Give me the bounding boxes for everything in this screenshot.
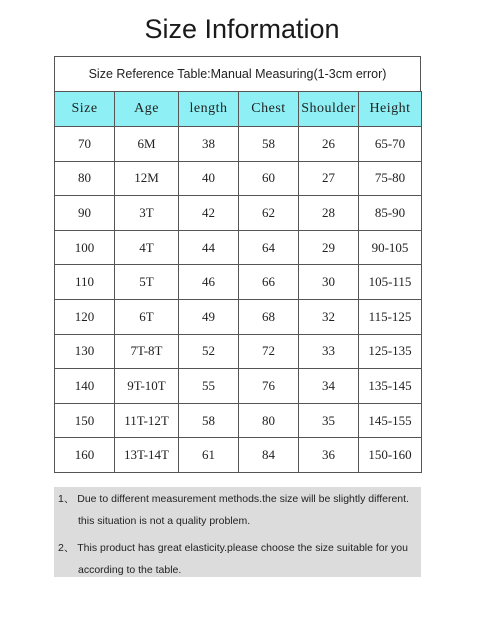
cell-shoulder: 33 <box>299 334 359 369</box>
table-row <box>55 299 422 334</box>
table-header-row <box>55 92 422 127</box>
table-caption: Size Reference Table:Manual Measuring(1-3cm error) <box>54 56 421 91</box>
cell-chest: 84 <box>239 438 299 473</box>
cell-length: 42 <box>179 196 239 231</box>
cell-size: 90 <box>55 196 115 231</box>
cell-chest: 68 <box>239 299 299 334</box>
size-table <box>54 91 422 473</box>
cell-length: 55 <box>179 369 239 404</box>
cell-length: 49 <box>179 299 239 334</box>
table-row <box>55 265 422 300</box>
cell-chest: 76 <box>239 369 299 404</box>
cell-chest: 64 <box>239 230 299 265</box>
cell-size: 120 <box>55 299 115 334</box>
cell-length: 46 <box>179 265 239 300</box>
cell-height: 145-155 <box>359 403 422 438</box>
cell-age: 6T <box>115 299 179 334</box>
note-line-3: 2、 This product has great elasticity.please choose the size suitable for you <box>58 542 408 554</box>
cell-shoulder: 26 <box>299 127 359 162</box>
cell-height: 75-80 <box>359 161 422 196</box>
cell-height: 65-70 <box>359 127 422 162</box>
cell-height: 135-145 <box>359 369 422 404</box>
cell-age: 12M <box>115 161 179 196</box>
cell-age: 7T-8T <box>115 334 179 369</box>
cell-age: 9T-10T <box>115 369 179 404</box>
cell-shoulder: 35 <box>299 403 359 438</box>
header-height: Height <box>359 92 422 127</box>
cell-size: 150 <box>55 403 115 438</box>
cell-shoulder: 34 <box>299 369 359 404</box>
cell-size: 130 <box>55 334 115 369</box>
cell-length: 44 <box>179 230 239 265</box>
cell-age: 11T-12T <box>115 403 179 438</box>
note-line-2: this situation is not a quality problem. <box>78 515 251 527</box>
cell-size: 110 <box>55 265 115 300</box>
table-row <box>55 369 422 404</box>
cell-age: 13T-14T <box>115 438 179 473</box>
cell-length: 40 <box>179 161 239 196</box>
size-table-container <box>54 56 421 473</box>
header-shoulder: Shoulder <box>299 92 359 127</box>
cell-length: 38 <box>179 127 239 162</box>
cell-size: 80 <box>55 161 115 196</box>
header-age: Age <box>115 92 179 127</box>
table-row <box>55 438 422 473</box>
note-line-1: 1、 Due to different measurement methods.the size will be slightly different. <box>58 493 409 505</box>
cell-height: 125-135 <box>359 334 422 369</box>
table-row <box>55 161 422 196</box>
header-size: Size <box>55 92 115 127</box>
cell-shoulder: 29 <box>299 230 359 265</box>
header-length: length <box>179 92 239 127</box>
cell-size: 100 <box>55 230 115 265</box>
cell-height: 105-115 <box>359 265 422 300</box>
notes-box <box>54 487 421 577</box>
cell-chest: 62 <box>239 196 299 231</box>
cell-chest: 66 <box>239 265 299 300</box>
cell-chest: 58 <box>239 127 299 162</box>
table-row <box>55 196 422 231</box>
cell-height: 85-90 <box>359 196 422 231</box>
note-line-4: according to the table. <box>78 564 182 576</box>
table-row <box>55 230 422 265</box>
cell-height: 150-160 <box>359 438 422 473</box>
page-title: Size Information <box>144 14 340 44</box>
cell-length: 61 <box>179 438 239 473</box>
cell-length: 52 <box>179 334 239 369</box>
table-row <box>55 127 422 162</box>
cell-height: 115-125 <box>359 299 422 334</box>
cell-shoulder: 28 <box>299 196 359 231</box>
cell-length: 58 <box>179 403 239 438</box>
cell-age: 4T <box>115 230 179 265</box>
cell-chest: 72 <box>239 334 299 369</box>
cell-chest: 60 <box>239 161 299 196</box>
table-row <box>55 403 422 438</box>
cell-age: 6M <box>115 127 179 162</box>
cell-size: 70 <box>55 127 115 162</box>
cell-size: 140 <box>55 369 115 404</box>
cell-height: 90-105 <box>359 230 422 265</box>
cell-age: 5T <box>115 265 179 300</box>
cell-shoulder: 32 <box>299 299 359 334</box>
table-body <box>55 127 422 473</box>
cell-chest: 80 <box>239 403 299 438</box>
cell-shoulder: 30 <box>299 265 359 300</box>
table-row <box>55 334 422 369</box>
cell-shoulder: 36 <box>299 438 359 473</box>
cell-age: 3T <box>115 196 179 231</box>
cell-shoulder: 27 <box>299 161 359 196</box>
header-chest: Chest <box>239 92 299 127</box>
cell-size: 160 <box>55 438 115 473</box>
